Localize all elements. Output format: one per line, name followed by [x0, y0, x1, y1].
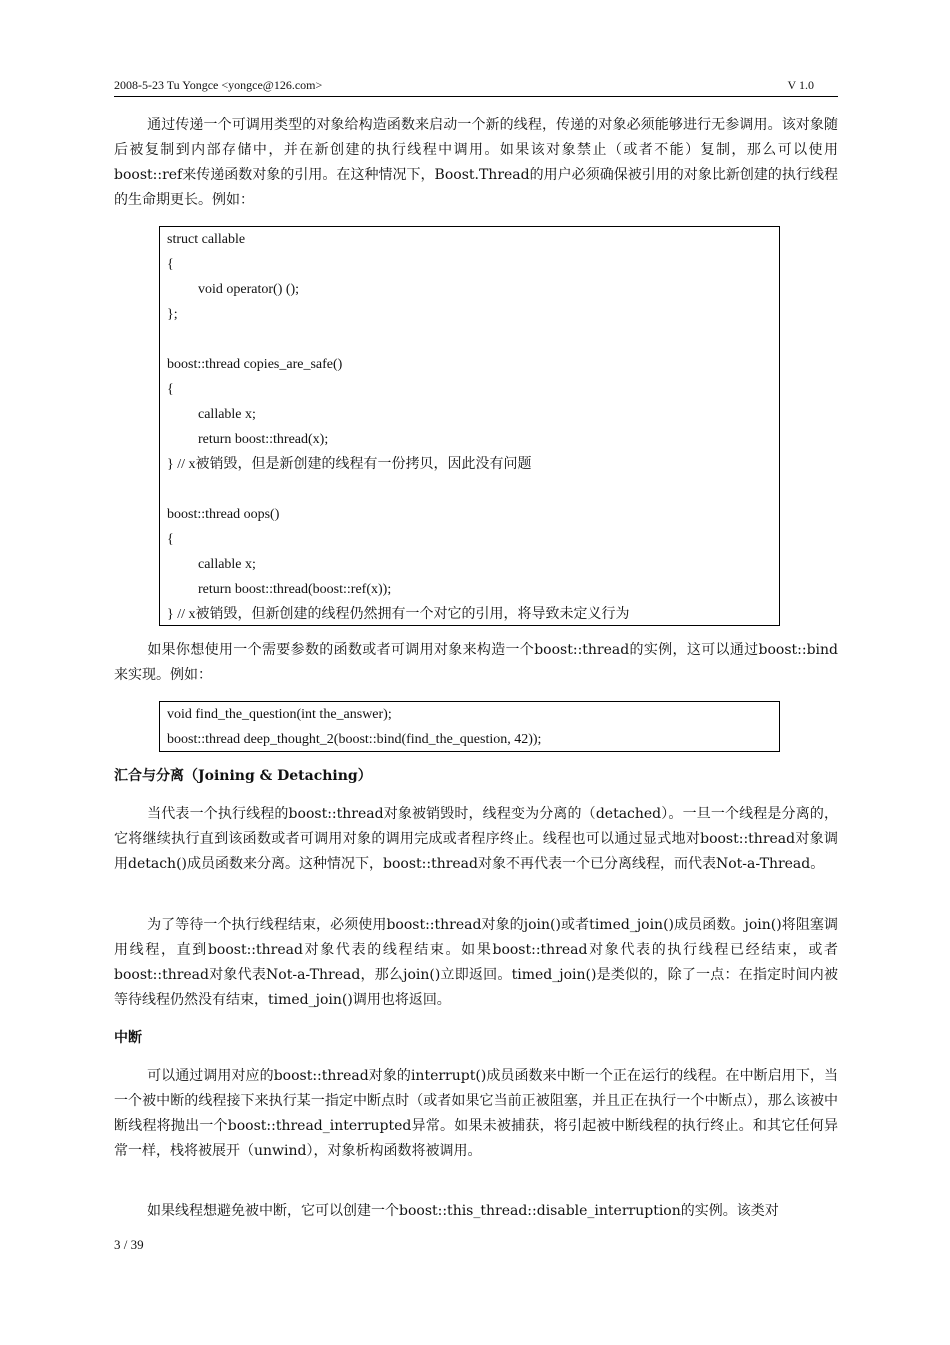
header-divider	[114, 96, 838, 97]
code-line: callable x;	[198, 557, 256, 572]
page-header	[114, 77, 838, 93]
paragraph-thread-start: 通过传递一个可调用类型的对象给构造函数来启动一个新的线程，传递的对象必须能够进行无参调用。该对象随后被复制到内部存储中，并在新创建的执行线程中调用。如果该对象禁止（或者不能）复制，那么可以使用boost::ref来传递函数对象的引用。在这种情况下，Boost.Thread的用户必须确保被引用的对象比新创建的执行线程的生命期更长。例如：	[114, 117, 838, 208]
paragraph-interrupt: 可以通过调用对应的boost::thread对象的interrupt()成员函数来中断一个正在运行的线程。在中断启用下，当一个被中断的线程接下来执行某一指定中断点时（或者如果它当前正被阻塞，并且正在执行一个中断点），那么该被中断线程将抛出一个boost::thread_interrupted异常。如果未被捕获，将引起被中断线程的执行终止。和其它任何异常一样，栈将被展开（unwind），对象析构函数将被调用。	[114, 1068, 838, 1159]
paragraph-disable-interruption: 如果线程想避免被中断，它可以创建一个boost::this_thread::disable_interruption的实例。该类对	[147, 1203, 779, 1219]
code-block-callable	[159, 226, 780, 626]
code-line	[160, 327, 779, 352]
code-line: void find_the_question(int the_answer);	[167, 707, 392, 722]
code-line: } // x被销毁，但是新创建的线程有一份拷贝，因此没有问题	[167, 457, 532, 472]
code-line: return boost::thread(x);	[198, 432, 329, 447]
code-line: };	[167, 307, 178, 322]
code-line: return boost::thread(boost::ref(x));	[198, 582, 392, 597]
code-line: boost::thread oops()	[167, 507, 280, 522]
code-line: boost::thread deep_thought_2(boost::bind(find_the_question, 42));	[167, 732, 542, 747]
paragraph-join: 为了等待一个执行线程结束，必须使用boost::thread对象的join()或者timed_join()成员函数。join()将阻塞调用线程，直到boost::thread对象代表的线程结束。如果boost::thread对象代表的执行线程已经结束，或者boost::thread对象代表Not-a-Thread，那么join()立即返回。timed_join()是类似的，除了一点：在指定时间内被等待线程仍然没有结束，timed_join()调用也将返回。	[114, 917, 838, 1008]
code-line: {	[167, 382, 174, 397]
paragraph-bind: 如果你想使用一个需要参数的函数或者可调用对象来构造一个boost::thread的实例，这可以通过boost::bind来实现。例如：	[114, 642, 838, 683]
header-author: 2008-5-23 Tu Yongce <yongce@126.com>	[114, 78, 323, 92]
code-block-bind	[159, 701, 780, 752]
code-line: } // x被销毁，但新创建的线程仍然拥有一个对它的引用，将导致未定义行为	[167, 607, 630, 622]
section-heading-interrupt: 中断	[114, 1030, 142, 1046]
page-number: 3 / 39	[114, 1237, 144, 1252]
code-line	[160, 477, 779, 502]
code-line: {	[167, 257, 174, 272]
code-line: struct callable	[167, 232, 246, 247]
code-line: {	[167, 532, 174, 547]
code-line: void operator() ();	[198, 282, 300, 297]
code-line: boost::thread copies_are_safe()	[167, 357, 343, 372]
paragraph-detach: 当代表一个执行线程的boost::thread对象被销毁时，线程变为分离的（detached）。一旦一个线程是分离的，它将继续执行直到该函数或者可调用对象的调用完成或者程序终止。线程也可以通过显式地对boost::thread对象调用detach()成员函数来分离。这种情况下，boost::thread对象不再代表一个已分离线程，而代表Not-a-Thread。	[114, 806, 838, 872]
code-line: callable x;	[198, 407, 256, 422]
section-heading-joining: 汇合与分离（Joining & Detaching）	[114, 768, 372, 784]
header-version: V 1.0	[787, 78, 814, 92]
